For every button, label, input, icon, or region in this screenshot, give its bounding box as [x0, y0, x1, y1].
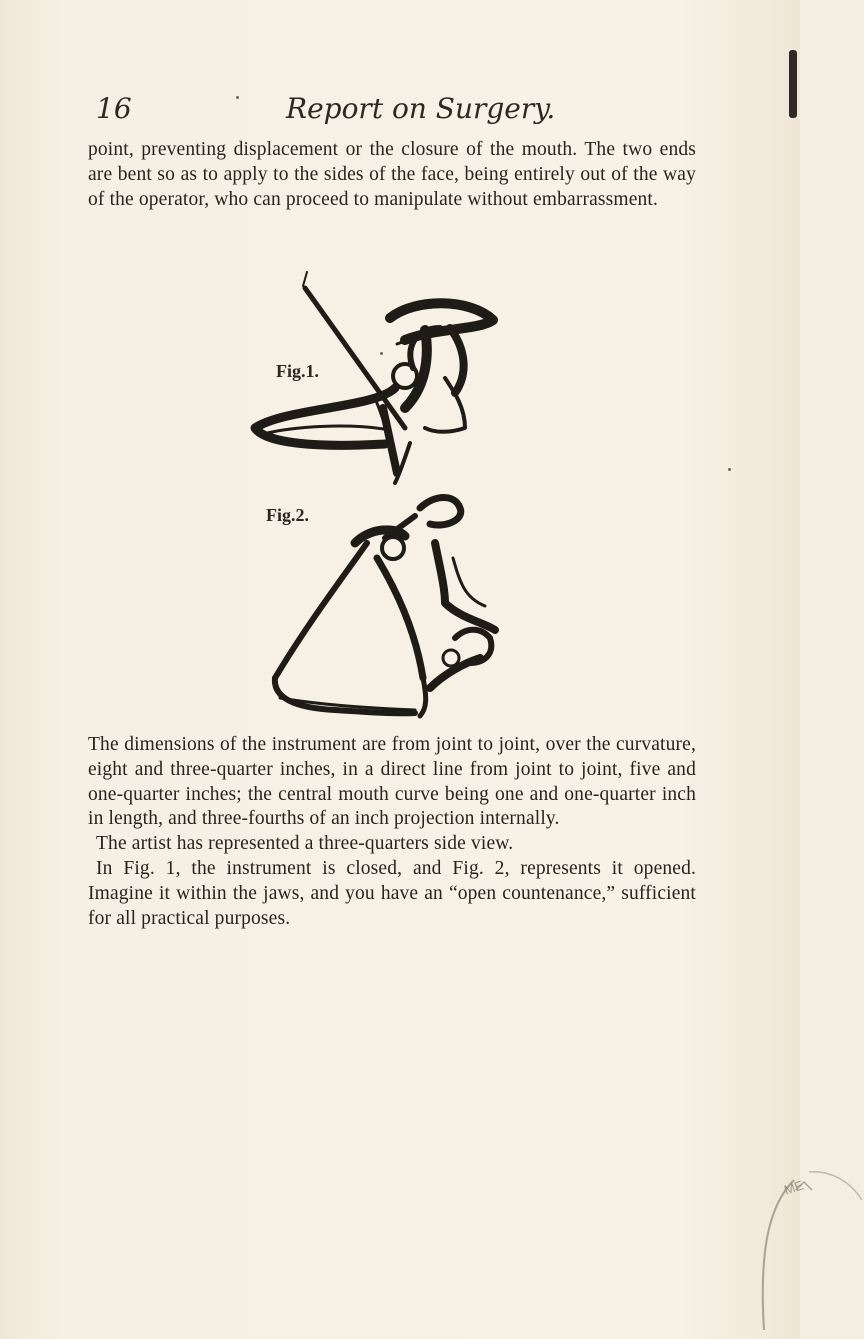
paragraph-artist: The artist has represented a three-quarters side view. [96, 833, 514, 854]
paragraph-dimensions: The dimensions of the instrument are from joint to joint, over the curvature, eight and three-quarter inches, in a direct line from joint to joint, five and one-quarter inches; the central mouth curve being one and one-quarter inch in length, and three-fourths of an inch projection internally. [88, 734, 696, 830]
ink-speck [728, 468, 731, 471]
running-head: Report on Surgery. [286, 92, 556, 125]
paragraph-figures: In Fig. 1, the instrument is closed, and Fig. 2, represents it opened. Imagine it within the jaws, and you have an “open countenance,” sufficient for all practical purposes. [88, 858, 696, 929]
paragraph-intro: point, preventing displacement or the closure of the mouth. The two ends are bent so as to apply to the sides of the face, being entirely out of the way of the operator, who can proceed to manipulate without embarrassment. [88, 139, 696, 210]
binding-edge [789, 50, 797, 118]
figure-1-label: Fig.1. [276, 361, 319, 381]
stamp-text: ME [782, 1177, 806, 1198]
instrument-illustration [255, 258, 485, 728]
fig-2-drawing [275, 498, 495, 717]
page-number: 16 [96, 92, 132, 125]
ink-speck [380, 352, 383, 355]
figure-2-label: Fig.2. [266, 505, 309, 525]
library-stamp [754, 1160, 864, 1335]
ink-speck [236, 96, 239, 99]
page-header [96, 92, 696, 132]
